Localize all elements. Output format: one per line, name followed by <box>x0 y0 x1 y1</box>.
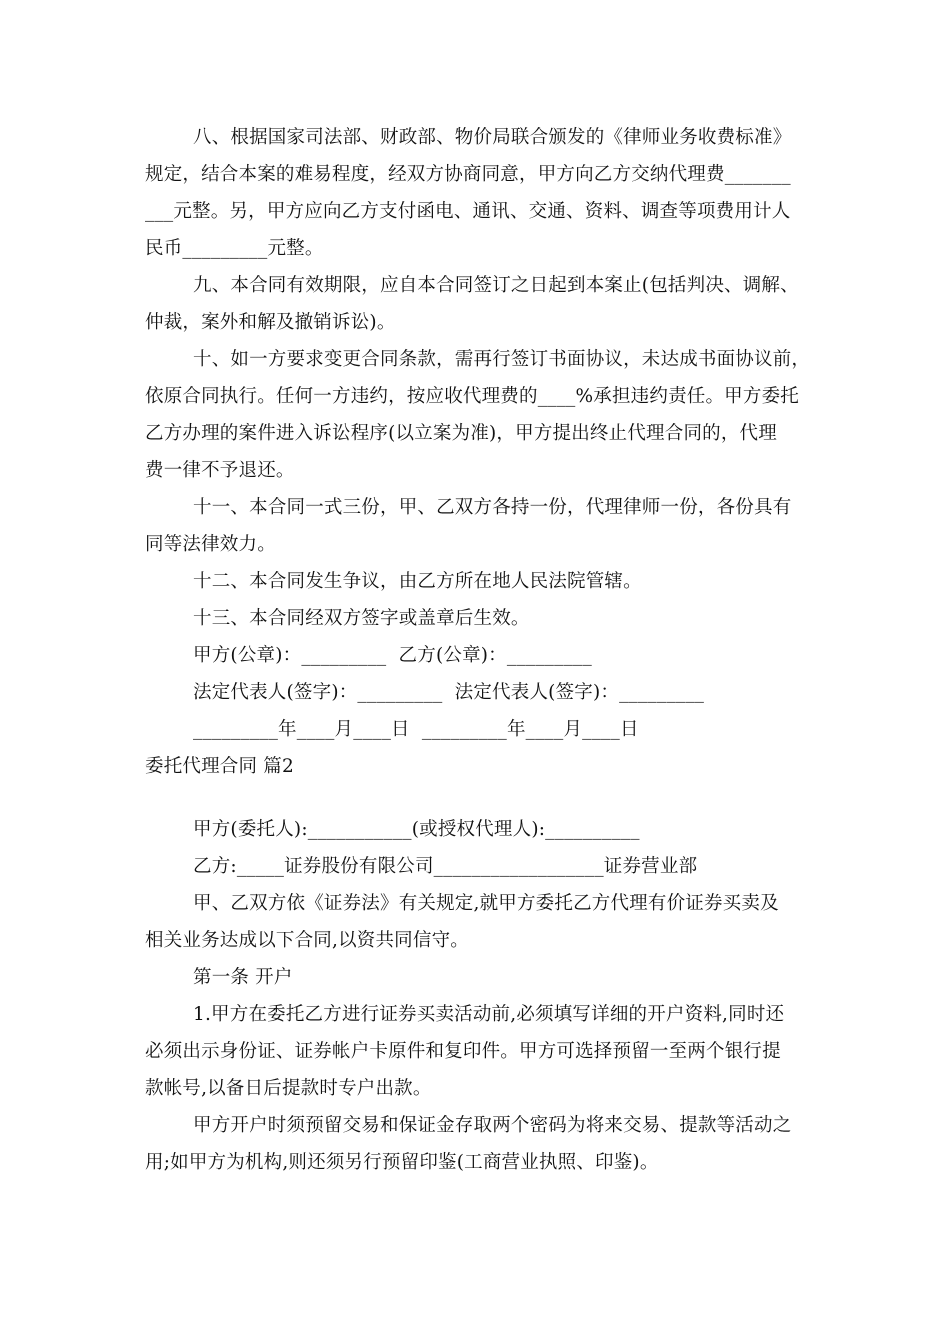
party-b-line: 乙方:_____证券股份有限公司__________________证券营业部 <box>193 856 698 877</box>
article-1-item-1-line-2: 必须出示身份证、证券帐户卡原件和复印件。甲方可选择预留一至两个银行提 <box>145 1041 781 1062</box>
clause-10-line-1: 十、如一方要求变更合同条款，需再行签订书面协议，未达成书面协议前， <box>193 349 811 370</box>
clause-8-line-3: ___元整。另，甲方应向乙方支付函电、通讯、交通、资料、调查等项费用计人 <box>145 201 791 222</box>
clause-10-line-2: 依原合同执行。任何一方违约，按应收代理费的____%承担违约责任。甲方委托 <box>145 386 799 407</box>
clause-10-line-3: 乙方办理的案件进入诉讼程序(以立案为准)，甲方提出终止代理合同的，代理 <box>145 423 777 444</box>
seal-line: 甲方(公章)：_________ 乙方(公章)：_________ <box>193 645 592 666</box>
preamble-line-1: 甲、乙双方依《证券法》有关规定,就甲方委托乙方代理有价证券买卖及 <box>193 893 779 914</box>
section-heading: 委托代理合同 篇2 <box>145 756 294 777</box>
clause-12: 十二、本合同发生争议，由乙方所在地人民法院管辖。 <box>193 571 642 592</box>
clause-8-line-2: 规定，结合本案的难易程度，经双方协商同意，甲方向乙方交纳代理费_______ <box>145 164 791 185</box>
date-line: _________年____月____日 _________年____月____日 <box>193 719 639 740</box>
clause-8-line-1: 八、根据国家司法部、财政部、物价局联合颁发的《律师业务收费标准》 <box>193 127 792 148</box>
clause-9-line-2: 仲裁，案外和解及撤销诉讼)。 <box>145 312 396 333</box>
article-1-item-1-line-3: 款帐号,以备日后提款时专户出款。 <box>145 1078 432 1099</box>
preamble-line-2: 相关业务达成以下合同,以资共同信守。 <box>145 930 469 951</box>
legal-representative-line: 法定代表人(签字)：_________ 法定代表人(签字)：_________ <box>193 682 705 703</box>
clause-11-line-2: 同等法律效力。 <box>145 534 276 555</box>
clause-9-line-1: 九、本合同有效期限，应自本合同签订之日起到本案止(包括判决、调解、 <box>193 275 799 296</box>
article-1-item-1-line-1: 1.甲方在委托乙方进行证券买卖活动前,必须填写详细的开户资料,同时还 <box>193 1004 785 1025</box>
article-1-para-2-line-1: 甲方开户时须预留交易和保证金存取两个密码为将来交易、提款等活动之 <box>193 1115 792 1136</box>
clause-10-line-4: 费一律不予退还。 <box>145 460 295 481</box>
clause-8-line-4: 民币_________元整。 <box>145 238 324 259</box>
clause-13: 十三、本合同经双方签字或盖章后生效。 <box>193 608 530 629</box>
article-1-para-2-line-2: 用;如甲方为机构,则还须另行预留印鉴(工商营业执照、印鉴)。 <box>145 1152 659 1173</box>
article-1-heading: 第一条 开户 <box>193 967 293 988</box>
party-a-line: 甲方(委托人):___________(或授权代理人):__________ <box>193 819 640 840</box>
clause-11-line-1: 十一、本合同一式三份，甲、乙双方各持一份，代理律师一份，各份具有 <box>193 497 792 518</box>
